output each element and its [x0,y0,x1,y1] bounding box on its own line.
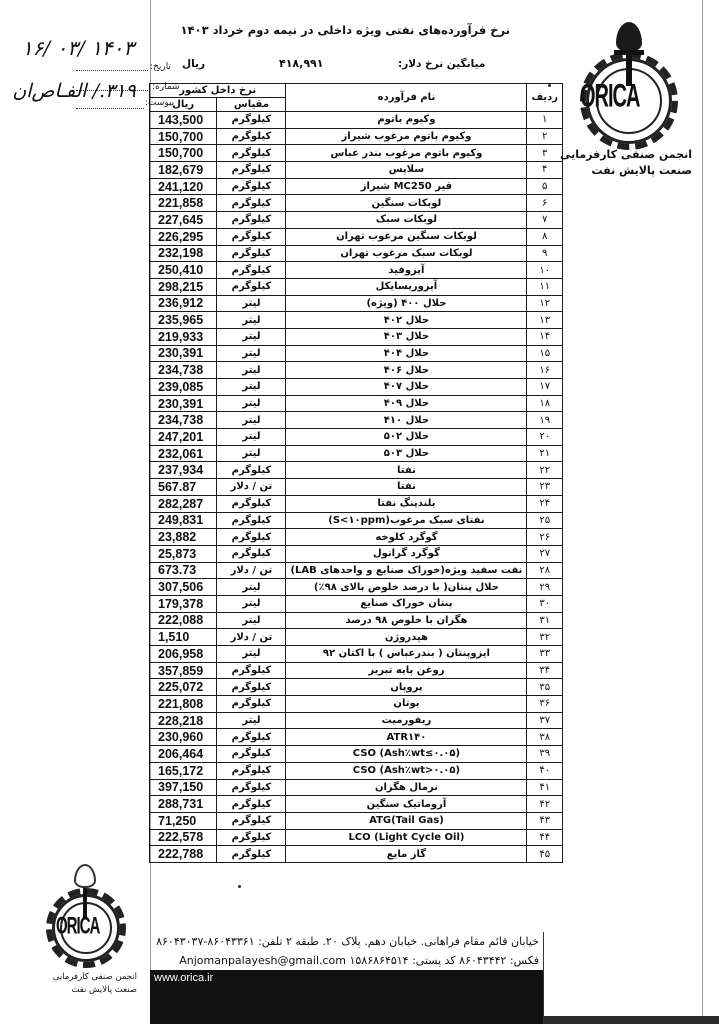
row-number: ۶ [527,195,563,212]
product-name: لوبکات سنگین مرغوب تهران [286,228,527,245]
price: 241,120 [150,178,217,195]
unit: کیلوگرم [217,545,286,562]
unit: تن / دلار [217,629,286,646]
table-row [150,562,563,579]
price: 236,912 [150,295,217,312]
unit: کیلوگرم [217,746,286,763]
row-number: ۳ [527,145,563,162]
product-name: نفت سفید ویژه(خوراک صنایع و واحدهای LAB) [286,562,527,579]
table-row [150,379,563,396]
price: 222,788 [150,846,217,863]
table-row [150,462,563,479]
row-number: ۲۵ [527,512,563,529]
price: 230,391 [150,395,217,412]
table-row [150,662,563,679]
table-row [150,579,563,596]
unit: کیلوگرم [217,228,286,245]
unit: کیلوگرم [217,846,286,863]
row-number: ۲۹ [527,579,563,596]
table-row [150,812,563,829]
product-name: حلال ۴۰۶ [286,362,527,379]
header-row-number: ردیف [527,84,563,112]
price: 282,287 [150,495,217,512]
product-name: ریفورمیت [286,712,527,729]
table-row [150,312,563,329]
header-unit: مقیاس [217,98,286,112]
row-number: ۱ [527,112,563,129]
orica-logo-top [559,20,696,180]
row-number: ۳۰ [527,595,563,612]
unit: لیتر [217,295,286,312]
table-row [150,646,563,663]
unit: لیتر [217,312,286,329]
exchange-rate-value: ۴۱۸,۹۹۱ [279,57,324,70]
product-name: LCO (Light Cycle Oil) [286,829,527,846]
scan-dot [238,885,241,888]
price: 221,808 [150,696,217,713]
price: 219,933 [150,328,217,345]
row-number: ۲۰ [527,429,563,446]
table-row [150,195,563,212]
document-title: نرخ فرآورده‌های نفتی ویژه داخلی در نیمه دوم خرداد ۱۴۰۳ [180,23,510,37]
price: 567.87 [150,479,217,496]
unit: لیتر [217,328,286,345]
table-row [150,295,563,312]
price: 357,859 [150,662,217,679]
header-domestic-rate: نرخ داخل کشور [150,84,286,98]
product-name: سلاپس [286,162,527,179]
unit: لیتر [217,429,286,446]
unit: کیلوگرم [217,696,286,713]
row-number: ۳۱ [527,612,563,629]
row-number: ۴۲ [527,796,563,813]
product-name: حلال پنتان( با درصد خلوص بالای ۹۸٪) [286,579,527,596]
unit: لیتر [217,646,286,663]
handwritten-number: ٣١٩./ الفـاص‌ان [12,80,136,102]
price: 239,085 [150,379,217,396]
unit: کیلوگرم [217,162,286,179]
row-number: ۴۴ [527,829,563,846]
unit: کیلوگرم [217,512,286,529]
row-number: ۱۸ [527,395,563,412]
table-row [150,545,563,562]
table-row [150,162,563,179]
price: 222,578 [150,829,217,846]
price: 397,150 [150,779,217,796]
row-number: ۴۱ [527,779,563,796]
unit: لیتر [217,345,286,362]
unit: لیتر [217,395,286,412]
product-name: وکیوم باتوم مرغوب بندر عباس [286,145,527,162]
row-number: ۱۹ [527,412,563,429]
table-row [150,178,563,195]
product-name: لوبکات سبک [286,212,527,229]
torch-bar [614,50,644,55]
price: 227,645 [150,212,217,229]
product-name: لوبکات سبک مرغوب تهران [286,245,527,262]
flame-icon [74,864,96,888]
product-name: بلندینگ نفتا [286,495,527,512]
table-row [150,212,563,229]
product-name: گوگرد گرانول [286,545,527,562]
price: 228,218 [150,712,217,729]
product-name: ایزوپنتان ( بندرعباس ) با اکتان ۹۲ [286,646,527,663]
table-row [150,479,563,496]
price: 226,295 [150,228,217,245]
logo-wordmark: ORICA [56,912,100,941]
attachment-label: پیوست: [145,98,175,108]
unit: کیلوگرم [217,128,286,145]
unit: لیتر [217,712,286,729]
unit: کیلوگرم [217,729,286,746]
table-row [150,729,563,746]
price: 673.73 [150,562,217,579]
row-number: ۲۶ [527,529,563,546]
product-name: هیدروژن [286,629,527,646]
row-number: ۴۳ [527,812,563,829]
table-row [150,345,563,362]
row-number: ۹ [527,245,563,262]
unit: لیتر [217,445,286,462]
unit: کیلوگرم [217,178,286,195]
table-row [150,245,563,262]
table-row [150,829,563,846]
product-name: روغن پایه تبریز [286,662,527,679]
unit: کیلوگرم [217,762,286,779]
price: 182,679 [150,162,217,179]
row-number: ۱۰ [527,262,563,279]
row-number: ۳۲ [527,629,563,646]
product-name: حلال ۴۱۰ [286,412,527,429]
product-name: حلال ۴۰۹ [286,395,527,412]
product-name: پنتان خوراک صنایع [286,595,527,612]
table-row [150,228,563,245]
row-number: ۱۲ [527,295,563,312]
unit: تن / دلار [217,479,286,496]
unit: کیلوگرم [217,529,286,546]
product-name: حلال ۴۰۰ (ویژه) [286,295,527,312]
product-name: CSO (Ash٪wt>۰.۰۵) [286,762,527,779]
table-row [150,362,563,379]
unit: لیتر [217,595,286,612]
row-number: ۳۶ [527,696,563,713]
price: 235,965 [150,312,217,329]
unit: کیلوگرم [217,495,286,512]
product-name: حلال ۴۰۴ [286,345,527,362]
unit: کیلوگرم [217,679,286,696]
row-number: ۱۴ [527,328,563,345]
table-row [150,112,563,129]
price-table-body [150,112,563,863]
product-name: لوبکات سنگین [286,195,527,212]
unit: کیلوگرم [217,812,286,829]
attachment-field-line [76,108,144,109]
price: 307,506 [150,579,217,596]
row-number: ۸ [527,228,563,245]
price: 206,464 [150,746,217,763]
row-number: ۲ [527,128,563,145]
price: 23,882 [150,529,217,546]
unit: تن / دلار [217,562,286,579]
price: 288,731 [150,796,217,813]
orica-logo-bottom [42,860,137,1000]
row-number: ۲۳ [527,479,563,496]
price: 232,061 [150,445,217,462]
unit: کیلوگرم [217,278,286,295]
org-name-line2: صنعت پالایش نفت [591,164,692,177]
row-number: ۱۵ [527,345,563,362]
handwritten-date: ۱۴۰۳ /۰۳ /۱۶ [21,36,135,60]
price: 25,873 [150,545,217,562]
unit: کیلوگرم [217,796,286,813]
table-row [150,512,563,529]
product-name: بوتان [286,696,527,713]
table-row [150,746,563,763]
product-name: حلال ۴۰۳ [286,328,527,345]
row-number: ۲۱ [527,445,563,462]
price: 234,738 [150,362,217,379]
price: 230,960 [150,729,217,746]
unit: لیتر [217,379,286,396]
price: 298,215 [150,278,217,295]
unit: کیلوگرم [217,662,286,679]
price: 206,958 [150,646,217,663]
unit: کیلوگرم [217,245,286,262]
date-label: تاریخ: [150,62,171,72]
org-name-line1: انجمن صنفی کارفرمایی [52,972,137,982]
footer-website[interactable]: www.orica.ir [150,970,543,1024]
row-number: ۷ [527,212,563,229]
product-name: نفتا [286,479,527,496]
price: 179,378 [150,595,217,612]
table-row [150,429,563,446]
table-row [150,495,563,512]
org-name-line1: انجمن صنفی کارفرمایی [559,148,692,161]
table-row [150,696,563,713]
row-number: ۴۰ [527,762,563,779]
footer-contact: فکس: ۸۶۰۴۳۴۴۲ کد پستی: ۱۵۸۶۸۶۴۵۱۴ Anjomanpalayesh@gmail.com [179,954,539,967]
unit: کیلوگرم [217,212,286,229]
unit: لیتر [217,362,286,379]
price: 230,391 [150,345,217,362]
exchange-rate-label: میانگین نرخ دلار: [398,58,486,70]
footer-address: خیابان قائم مقام فراهانی. خیابان دهم. پلاک ۲۰. طبقه ۲ تلفن: ۸۶۰۴۳۳۶۱-۸۶۰۴۳۰۳۷ [156,935,539,948]
row-number: ۲۲ [527,462,563,479]
row-number: ۲۴ [527,495,563,512]
page-edge-right [702,0,703,1018]
price: 250,410 [150,262,217,279]
product-name: آیزوریسایکل [286,278,527,295]
table-row [150,779,563,796]
unit: کیلوگرم [217,462,286,479]
price: 165,172 [150,762,217,779]
unit: لیتر [217,579,286,596]
exchange-rate-unit: ریال [182,58,206,70]
product-name: آروماتیک سنگین [286,796,527,813]
flame-icon [616,22,642,52]
table-row [150,629,563,646]
product-name: نفتای سبک مرغوب(S<۱۰ppm) [286,512,527,529]
row-number: ۳۸ [527,729,563,746]
table-row [150,395,563,412]
product-name: ATG(Tail Gas) [286,812,527,829]
price: 143,500 [150,112,217,129]
table-row [150,712,563,729]
table-row [150,796,563,813]
number-label: شماره: [152,82,180,92]
table-row [150,529,563,546]
row-number: ۳۷ [527,712,563,729]
unit: کیلوگرم [217,829,286,846]
date-field-line [76,70,148,71]
price: 232,198 [150,245,217,262]
product-name: حلال ۵۰۳ [286,445,527,462]
row-number: ۴۵ [527,846,563,863]
product-name: ATR۱۴۰ [286,729,527,746]
price-table [149,83,563,863]
product-name: قیر MC250 شیراز [286,178,527,195]
table-row [150,595,563,612]
price: 150,700 [150,145,217,162]
product-name: گاز مایع [286,846,527,863]
product-name: پروپان [286,679,527,696]
product-name: وکیوم باتوم [286,112,527,129]
price: 225,072 [150,679,217,696]
row-number: ۵ [527,178,563,195]
table-row [150,128,563,145]
unit: کیلوگرم [217,145,286,162]
price: 1,510 [150,629,217,646]
price: 237,934 [150,462,217,479]
product-name: وکیوم باتوم مرغوب شیراز [286,128,527,145]
row-number: ۱۷ [527,379,563,396]
letterhead-footer [150,932,544,1024]
price: 222,088 [150,612,217,629]
unit: کیلوگرم [217,195,286,212]
row-number: ۱۳ [527,312,563,329]
header-price-rial: ریال [150,98,217,112]
scan-dot [548,84,551,87]
product-name: حلال ۴۰۲ [286,312,527,329]
table-row [150,412,563,429]
table-row [150,612,563,629]
row-number: ۱۶ [527,362,563,379]
row-number: ۳۵ [527,679,563,696]
product-name: حلال ۵۰۲ [286,429,527,446]
product-name: CSO (Ash٪wt≤۰.۰۵) [286,746,527,763]
table-row [150,262,563,279]
row-number: ۳۹ [527,746,563,763]
unit: لیتر [217,412,286,429]
table-row [150,145,563,162]
header-product-name: نام فرآورده [286,84,527,112]
row-number: ۱۱ [527,278,563,295]
row-number: ۲۷ [527,545,563,562]
product-name: آیزوفید [286,262,527,279]
product-name: هگزان با خلوص ۹۸ درصد [286,612,527,629]
row-number: ۴ [527,162,563,179]
product-name: گوگرد کلوخه [286,529,527,546]
org-name-line2: صنعت پالایش نفت [71,985,137,995]
table-row [150,445,563,462]
price: 247,201 [150,429,217,446]
unit: کیلوگرم [217,262,286,279]
product-name: حلال ۴۰۷ [286,379,527,396]
product-name: نرمال هگزان [286,779,527,796]
table-row [150,679,563,696]
unit: لیتر [217,612,286,629]
unit: کیلوگرم [217,779,286,796]
table-row [150,278,563,295]
row-number: ۳۳ [527,646,563,663]
table-row [150,762,563,779]
table-row [150,328,563,345]
logo-wordmark: ORICA [580,79,640,115]
price: 234,738 [150,412,217,429]
price: 221,858 [150,195,217,212]
row-number: ۳۴ [527,662,563,679]
table-row [150,846,563,863]
price: 249,831 [150,512,217,529]
unit: کیلوگرم [217,112,286,129]
price: 71,250 [150,812,217,829]
product-name: نفتا [286,462,527,479]
row-number: ۲۸ [527,562,563,579]
price: 150,700 [150,128,217,145]
